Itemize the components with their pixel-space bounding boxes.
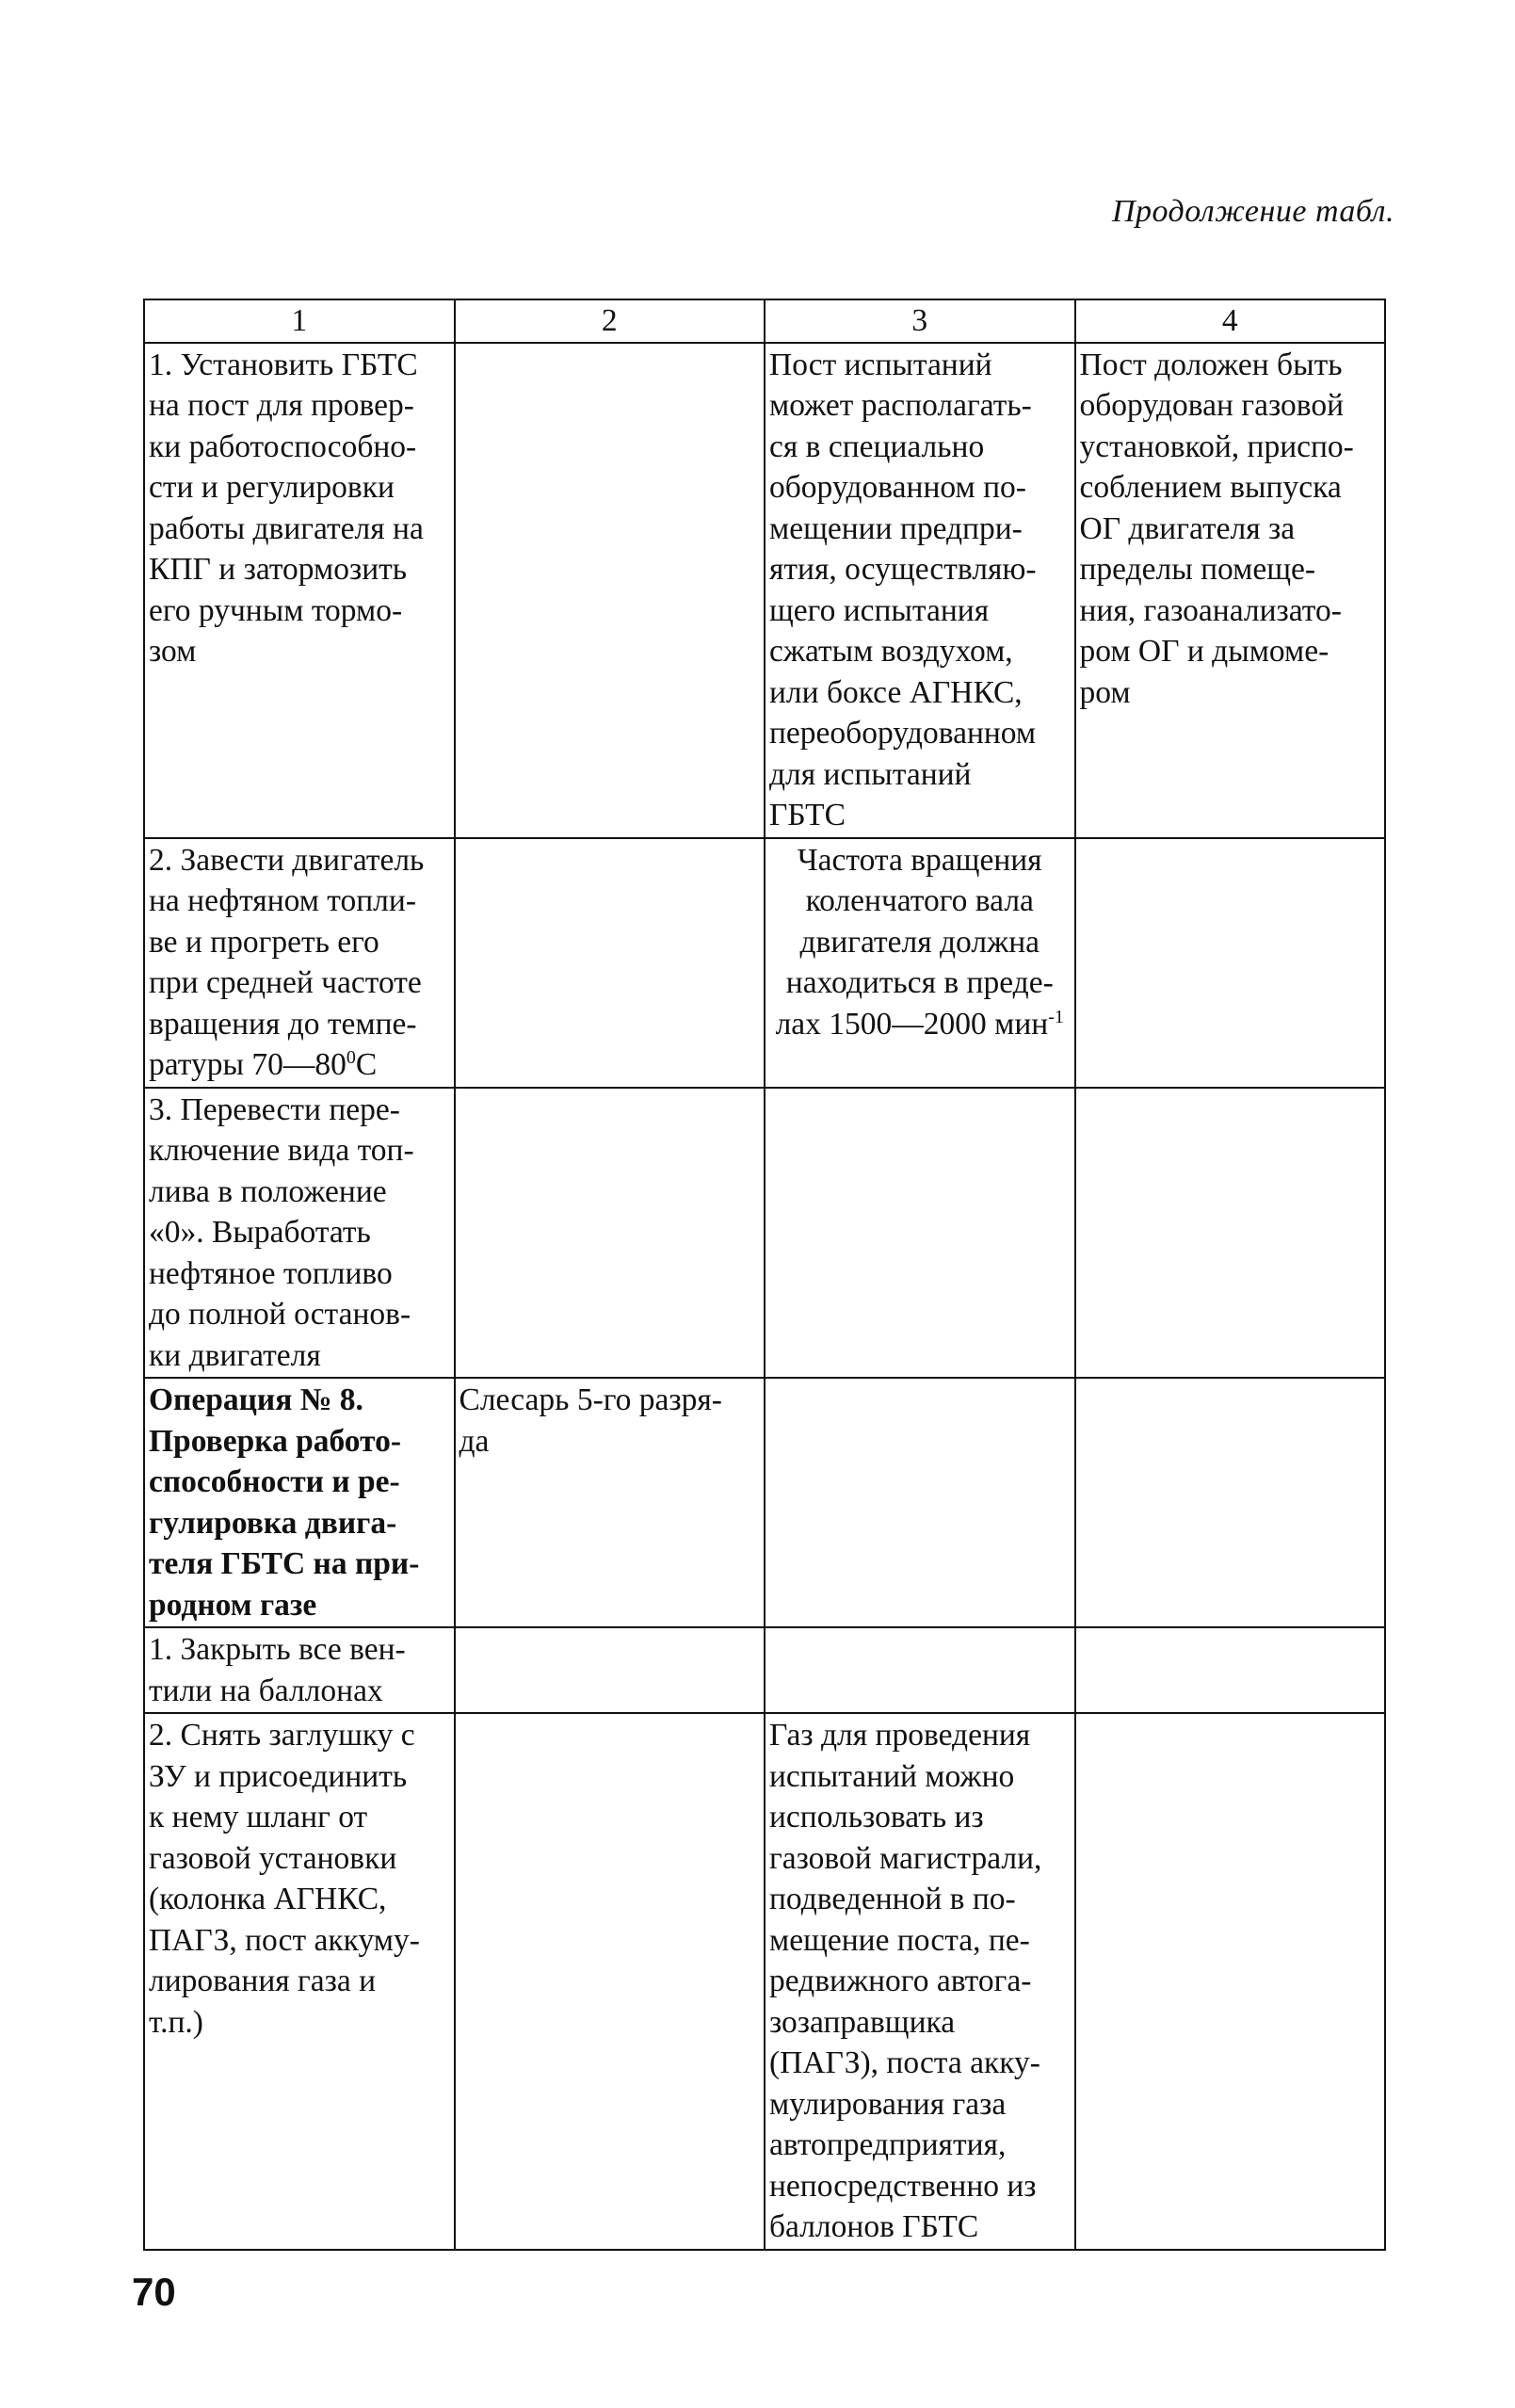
requirements-cell xyxy=(1075,1713,1386,2250)
requirements-cell xyxy=(1075,838,1386,1088)
step-text xyxy=(149,840,450,1086)
table-row xyxy=(144,1088,1385,1379)
notes-text xyxy=(769,840,1071,1045)
notes-text-main: Частота вращения коленчатого вала двигателя должна находиться в преде- лах 1500—2000 мин xyxy=(775,842,1054,1042)
table-row xyxy=(144,1378,1385,1627)
performer-cell xyxy=(455,343,766,838)
notes-cell xyxy=(765,1378,1075,1627)
page-number: 70 xyxy=(132,2270,176,2314)
table-row xyxy=(144,1713,1385,2250)
step-text-main: 2. Завести двигатель на нефтяном топли- ве и прогреть его при средней частоте вращения до темпе- ратуры 70—80 xyxy=(149,842,425,1082)
step-text-unit: С xyxy=(355,1047,378,1082)
table-continuation-caption: Продолжение табл. xyxy=(1111,194,1394,229)
notes-cell xyxy=(765,1713,1075,2250)
notes-cell xyxy=(765,1088,1075,1379)
performer-cell xyxy=(455,1088,766,1379)
table-header-row xyxy=(144,299,1385,343)
column-header-1: 1 xyxy=(144,299,455,343)
column-header-4: 4 xyxy=(1075,299,1386,343)
requirements-cell xyxy=(1075,343,1386,838)
step-text: 3. Перевести пере- ключение вида топ- лива в положение «0». Выработать нефтяное топливо до полной останов- ки двигателя xyxy=(149,1091,414,1373)
operation-title: Операция № 8. Проверка работо- способности и ре- гулировка двига- теля ГБТС на при- родном газе xyxy=(149,1382,420,1623)
requirements-text: Пост доложен быть оборудован газовой установкой, приспо- соблением выпуска ОГ двигателя за пределы помеще- ния, газоанализато- ром ОГ и дымоме- ром xyxy=(1079,347,1354,710)
requirements-cell xyxy=(1075,1627,1386,1713)
step-text: 1. Закрыть все вен- тили на баллонах xyxy=(149,1632,406,1708)
notes-cell xyxy=(765,838,1075,1088)
notes-cell xyxy=(765,343,1075,838)
degree-superscript: 0 xyxy=(346,1046,356,1068)
step-cell xyxy=(144,343,455,838)
requirements-cell xyxy=(1075,1378,1386,1627)
performer-cell xyxy=(455,1713,766,2250)
column-header-3: 3 xyxy=(765,299,1075,343)
step-cell xyxy=(144,1088,455,1379)
step-text: 1. Установить ГБТС на пост для провер- ки работоспособно- сти и регулировки работы двигателя на КПГ и затормозить его ручным тормо- зом xyxy=(149,347,424,669)
step-cell xyxy=(144,1627,455,1713)
table-row xyxy=(144,343,1385,838)
unit-superscript: -1 xyxy=(1048,1006,1064,1027)
operation-title-cell xyxy=(144,1378,455,1627)
performer-cell xyxy=(455,838,766,1088)
performer-cell xyxy=(455,1627,766,1713)
notes-text: Пост испытаний может располагать- ся в специально оборудованном по- мещении предпри- ятия, осуществляю- щего испытания сжатым воздухом, или боксе АГНКС, переоборудованном для испытаний ГБТС xyxy=(769,347,1037,832)
table-row xyxy=(144,1627,1385,1713)
step-text: 2. Снять заглушку с ЗУ и присоединить к нему шланг от газовой установки (колонка АГНКС, ПАГЗ, пост аккуму- лирования газа и т.п.) xyxy=(149,1718,420,2040)
notes-cell xyxy=(765,1627,1075,1713)
table-row xyxy=(144,838,1385,1088)
procedure-table xyxy=(143,299,1386,2251)
performer-text: Слесарь 5-го разря- да xyxy=(459,1382,722,1459)
column-header-2: 2 xyxy=(455,299,766,343)
notes-text: Газ для проведения испытаний можно использовать из газовой магистрали, подведенной в по- мещение поста, пе- редвижного автога- зозаправщика (ПАГЗ), поста акку- мулирования газа автопредприятия, непосредственно из баллонов ГБТС xyxy=(769,1718,1042,2244)
step-cell xyxy=(144,1713,455,2250)
step-cell xyxy=(144,838,455,1088)
performer-cell xyxy=(455,1378,766,1627)
requirements-cell xyxy=(1075,1088,1386,1379)
